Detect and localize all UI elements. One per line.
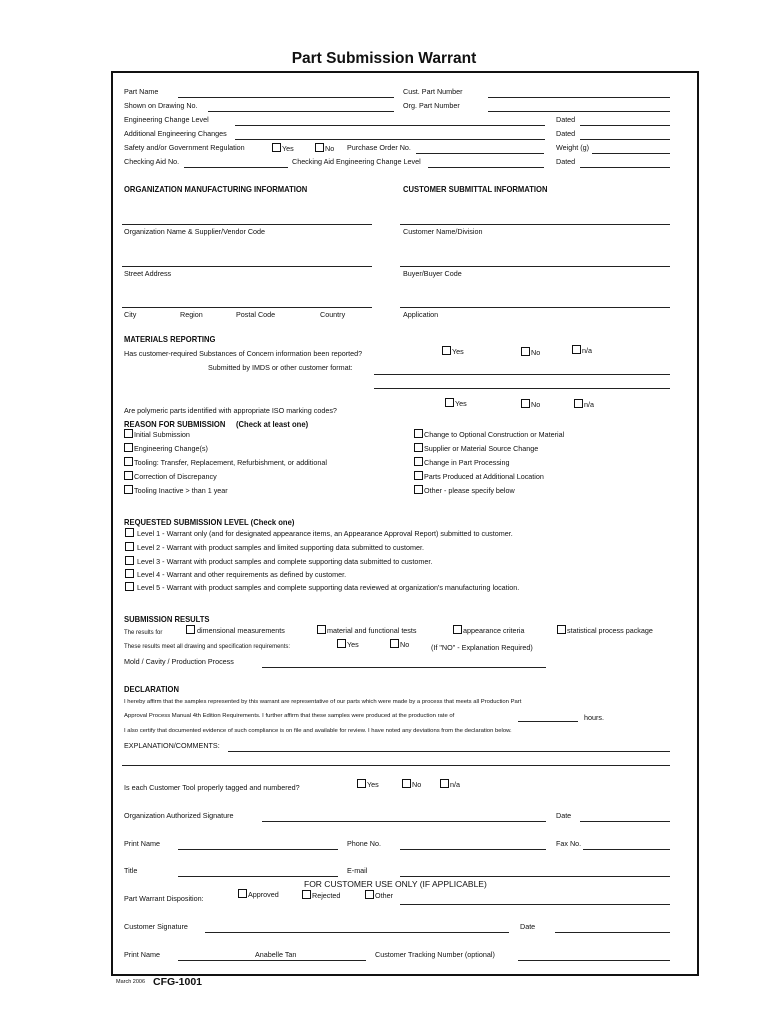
soc-yes-checkbox[interactable] [442, 346, 451, 355]
reason-check-note: (Check at least one) [236, 419, 309, 429]
buyer-field[interactable] [400, 266, 670, 267]
email-field[interactable] [400, 876, 670, 877]
city-label: City [124, 310, 137, 319]
reason-eng-change-checkbox[interactable] [124, 443, 133, 452]
org-info-heading: ORGANIZATION MANUFACTURING INFORMATION [124, 184, 308, 194]
results-option-label: appearance criteria [463, 626, 525, 635]
eng-change-level-field[interactable] [235, 125, 545, 126]
iso-no-checkbox[interactable] [521, 399, 530, 408]
tool-no-checkbox[interactable] [402, 779, 411, 788]
eng-change-level-label: Engineering Change Level [124, 115, 209, 124]
purchase-order-field[interactable] [416, 153, 544, 154]
na-label: n/a [582, 346, 592, 355]
auth-signature-field[interactable] [262, 821, 546, 822]
title-field[interactable] [178, 876, 338, 877]
tool-yes-checkbox[interactable] [357, 779, 366, 788]
soc-na-checkbox[interactable] [572, 345, 581, 354]
part-name-field[interactable] [178, 97, 394, 98]
checking-aid-level-field[interactable] [428, 167, 544, 168]
reason-label: Correction of Discrepancy [134, 472, 217, 481]
mold-field[interactable] [262, 667, 546, 668]
additional-changes-field[interactable] [235, 139, 545, 140]
rejected-checkbox[interactable] [302, 890, 311, 899]
level-label: Level 1 - Warrant only (and for designated appearance items, an Appearance Approval Report) submitted to customer. [137, 529, 513, 538]
mold-label: Mold / Cavity / Production Process [124, 657, 234, 666]
safety-no-checkbox[interactable] [315, 143, 324, 152]
form-number: CFG-1001 [153, 976, 203, 988]
date-label: Date [520, 922, 536, 931]
declaration-text: I also certify that documented evidence of such compliance is on file and available for review. I have noted any deviations from the declaration below. [124, 728, 512, 734]
materials-question-1: Has customer-required Substances of Concern information been reported? [124, 349, 363, 358]
country-label: Country [320, 310, 346, 319]
buyer-label: Buyer/Buyer Code [403, 269, 462, 278]
reason-label: Tooling: Transfer, Replacement, Refurbishment, or additional [134, 458, 327, 467]
yes-label: Yes [282, 144, 294, 153]
fax-label: Fax No. [556, 839, 582, 848]
level-label: Level 5 - Warrant with product samples and complete supporting data reviewed at organization's manufacturing location. [137, 583, 520, 592]
print-name-field[interactable] [178, 849, 338, 850]
street-field[interactable] [122, 266, 372, 267]
weight-label: Weight (g) [556, 143, 590, 152]
declaration-text: Approval Process Manual 4th Edition Requirements. I further affirm that these samples were produced at the production rate of [124, 713, 455, 719]
iso-na-checkbox[interactable] [574, 399, 583, 408]
iso-yes-checkbox[interactable] [445, 398, 454, 407]
if-no-label: (If "NO" - Explanation Required) [431, 643, 533, 652]
email-label: E-mail [347, 866, 368, 875]
cust-part-number-label: Cust. Part Number [403, 87, 463, 96]
other-label: Other [375, 891, 393, 900]
org-part-number-label: Org. Part Number [403, 101, 460, 110]
materials-question-2: Are polymeric parts identified with appropriate ISO marking codes? [124, 406, 337, 415]
dated-field[interactable] [580, 167, 670, 168]
reason-tooling-checkbox[interactable] [124, 457, 133, 466]
material-tests-checkbox[interactable] [317, 625, 326, 634]
phone-label: Phone No. [347, 839, 381, 848]
tool-na-checkbox[interactable] [440, 779, 449, 788]
reason-label: Change to Optional Construction or Material [424, 430, 565, 439]
checking-aid-field[interactable] [184, 167, 288, 168]
region-label: Region [180, 310, 203, 319]
level-label: Level 3 - Warrant with product samples and complete supporting data submitted to customer. [137, 557, 433, 566]
yes-label: Yes [367, 780, 379, 789]
customer-print-name-field[interactable] [178, 960, 366, 961]
reason-processing-change-checkbox[interactable] [414, 457, 423, 466]
dated-field[interactable] [580, 139, 670, 140]
dated-field[interactable] [580, 125, 670, 126]
safety-yes-checkbox[interactable] [272, 143, 281, 152]
reason-additional-location-checkbox[interactable] [414, 471, 423, 480]
hours-label: hours. [584, 713, 604, 722]
customer-signature-field[interactable] [205, 932, 509, 933]
reason-label: Change in Part Processing [424, 458, 510, 467]
street-label: Street Address [124, 269, 172, 278]
additional-changes-label: Additional Engineering Changes [124, 129, 227, 138]
date-label: Date [556, 811, 572, 820]
rejected-label: Rejected [312, 891, 341, 900]
shown-on-drawing-label: Shown on Drawing No. [124, 101, 198, 110]
disposition-label: Part Warrant Disposition: [124, 894, 204, 903]
level-2-checkbox[interactable] [125, 542, 134, 551]
declaration-text: I hereby affirm that the samples represented by this warrant are representative of our parts which were made by a process that meets all Production Part [124, 699, 522, 705]
meet-yes-checkbox[interactable] [337, 639, 346, 648]
reason-initial-checkbox[interactable] [124, 429, 133, 438]
no-label: No [325, 144, 335, 153]
level-3-checkbox[interactable] [125, 556, 134, 565]
level-1-checkbox[interactable] [125, 528, 134, 537]
na-label: n/a [584, 400, 594, 409]
no-label: No [531, 400, 541, 409]
checking-aid-label: Checking Aid No. [124, 157, 180, 166]
explanation-field[interactable] [228, 751, 670, 752]
materials-heading: MATERIALS REPORTING [124, 334, 216, 344]
level-label: Level 2 - Warrant with product samples and limited supporting data submitted to customer. [137, 543, 424, 552]
org-part-number-field[interactable] [488, 111, 670, 112]
reason-label: Other - please specify below [424, 486, 515, 495]
reason-heading: REASON FOR SUBMISSION [124, 419, 226, 429]
results-for-label: The results for [124, 630, 163, 636]
title-label: Title [124, 866, 138, 875]
statistical-checkbox[interactable] [557, 625, 566, 634]
na-label: n/a [450, 780, 460, 789]
dated-label: Dated [556, 129, 576, 138]
no-label: No [412, 780, 422, 789]
reason-label: Supplier or Material Source Change [424, 444, 539, 453]
yes-label: Yes [455, 399, 467, 408]
approved-checkbox[interactable] [238, 889, 247, 898]
reason-correction-checkbox[interactable] [124, 471, 133, 480]
reason-tooling-inactive-checkbox[interactable] [124, 485, 133, 494]
org-name-field[interactable] [122, 224, 372, 225]
checking-aid-level-label: Checking Aid Engineering Change Level [292, 157, 421, 166]
phone-field[interactable] [400, 849, 546, 850]
yes-label: Yes [452, 347, 464, 356]
footer-date: March 2006 [116, 979, 146, 985]
no-label: No [531, 348, 541, 357]
level-label: Level 4 - Warrant and other requirements as defined by customer. [137, 570, 347, 579]
fax-field[interactable] [583, 849, 670, 850]
level-4-checkbox[interactable] [125, 569, 134, 578]
other-checkbox[interactable] [365, 890, 374, 899]
explanation-label: EXPLANATION/COMMENTS: [124, 741, 220, 750]
reason-supplier-change-checkbox[interactable] [414, 443, 423, 452]
declaration-heading: DECLARATION [124, 684, 179, 694]
results-option-label: dimensional measurements [197, 626, 285, 635]
tool-question: Is each Customer Tool properly tagged and numbered? [124, 783, 300, 792]
cust-part-number-field[interactable] [488, 97, 670, 98]
application-label: Application [403, 310, 439, 319]
org-name-label: Organization Name & Supplier/Vendor Code [124, 227, 266, 236]
reason-label: Parts Produced at Additional Location [424, 472, 544, 481]
customer-use-heading: FOR CUSTOMER USE ONLY (IF APPLICABLE) [304, 879, 487, 889]
cust-info-heading: CUSTOMER SUBMITTAL INFORMATION [403, 184, 548, 194]
safety-regulation-label: Safety and/or Government Regulation [124, 143, 245, 152]
reason-optional-construction-checkbox[interactable] [414, 429, 423, 438]
meet-requirements-label: These results meet all drawing and specification requirements: [124, 644, 291, 650]
postal-label: Postal Code [236, 310, 276, 319]
print-name-value: Anabelle Tan [255, 950, 297, 959]
dated-label: Dated [556, 157, 576, 166]
cust-name-label: Customer Name/Division [403, 227, 483, 236]
soc-no-checkbox[interactable] [521, 347, 530, 356]
page-title: Part Submission Warrant [291, 50, 477, 67]
production-rate-field[interactable] [518, 721, 578, 722]
application-field[interactable] [400, 307, 670, 308]
auth-signature-label: Organization Authorized Signature [124, 811, 234, 820]
results-option-label: statistical process package [567, 626, 653, 635]
yes-label: Yes [347, 640, 359, 649]
tracking-field[interactable] [518, 960, 670, 961]
print-name-label: Print Name [124, 839, 160, 848]
results-option-label: material and functional tests [327, 626, 417, 635]
explanation-field-2[interactable] [122, 765, 670, 766]
tracking-label: Customer Tracking Number (optional) [375, 950, 495, 959]
no-label: No [400, 640, 410, 649]
address-field[interactable] [122, 307, 372, 308]
reason-label: Initial Submission [134, 430, 190, 439]
dimensional-checkbox[interactable] [186, 625, 195, 634]
other-field[interactable] [400, 904, 670, 905]
cust-name-field[interactable] [400, 224, 670, 225]
print-name-label: Print Name [124, 950, 160, 959]
imds-field[interactable] [374, 374, 670, 375]
reason-other-checkbox[interactable] [414, 485, 423, 494]
reason-label: Engineering Change(s) [134, 444, 208, 453]
submitted-by-label: Submitted by IMDS or other customer format: [208, 363, 353, 372]
level-heading: REQUESTED SUBMISSION LEVEL (Check one) [124, 517, 295, 527]
appearance-checkbox[interactable] [453, 625, 462, 634]
level-5-checkbox[interactable] [125, 582, 134, 591]
approved-label: Approved [248, 890, 279, 899]
purchase-order-label: Purchase Order No. [347, 143, 411, 152]
results-heading: SUBMISSION RESULTS [124, 614, 210, 624]
reason-label: Tooling Inactive > than 1 year [134, 486, 228, 495]
part-name-label: Part Name [124, 87, 159, 96]
date-field[interactable] [555, 932, 670, 933]
meet-no-checkbox[interactable] [390, 639, 399, 648]
date-field[interactable] [580, 821, 670, 822]
dated-label: Dated [556, 115, 576, 124]
customer-signature-label: Customer Signature [124, 922, 188, 931]
imds-field-2[interactable] [374, 388, 670, 389]
drawing-number-field[interactable] [208, 111, 394, 112]
weight-field[interactable] [592, 153, 670, 154]
